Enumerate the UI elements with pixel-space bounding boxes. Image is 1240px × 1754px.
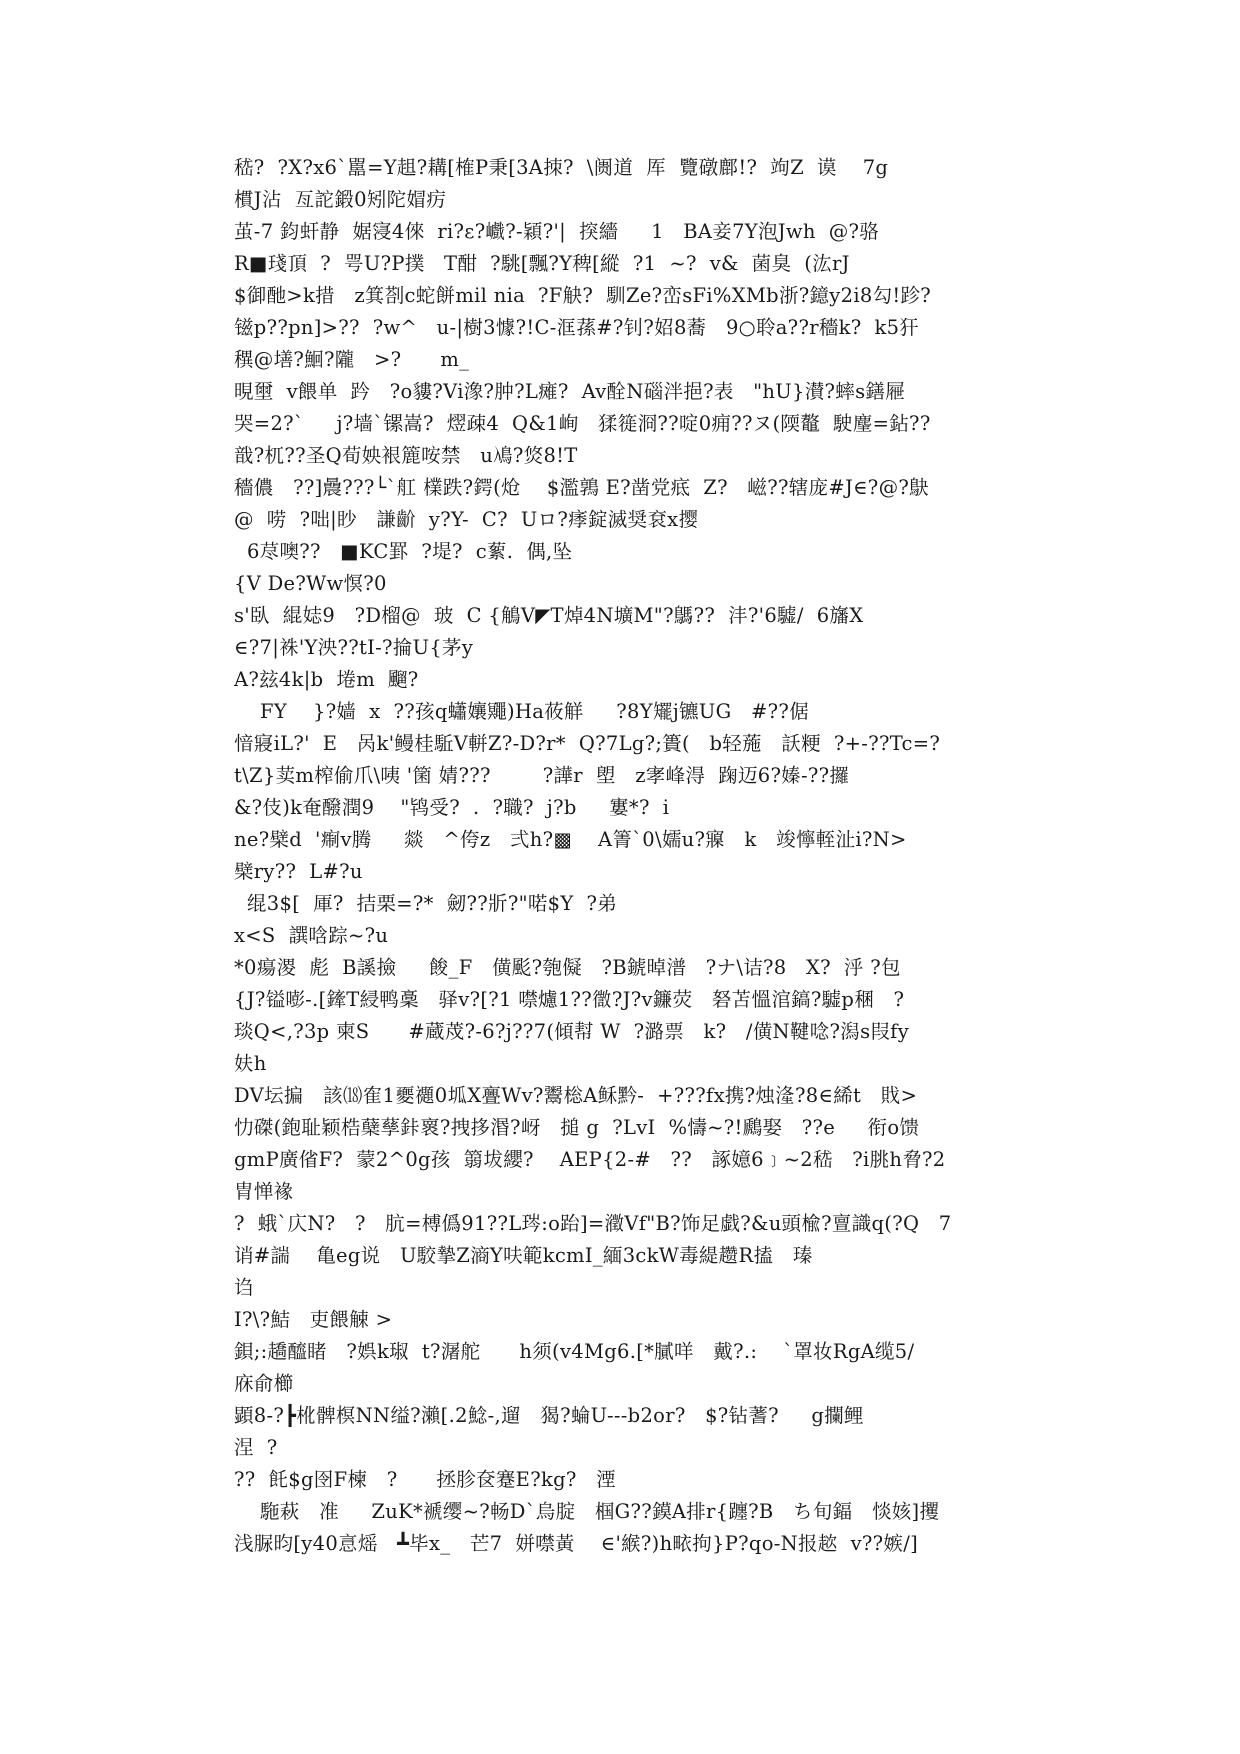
text-line: ?? 飥$g囹F楝 ? 拯胗奁蹇E?kg? 湮 bbox=[234, 1468, 616, 1491]
text-line: 妋h bbox=[234, 1052, 267, 1075]
text-line: A?玆4k|b 埢m 飀? bbox=[234, 668, 419, 691]
text-line: ∈?7|袾'Y泱??tI-?掄U{茅y bbox=[234, 636, 474, 659]
text-line: 檗ry?? L#?u bbox=[234, 860, 363, 883]
text-line: 哭=2?` j?墙`镙嵩? 熤疎4 Q&1峋 猱簁浻??啶0痈??ヌ(陾鼇 駛麈=鉆?? bbox=[234, 412, 931, 435]
text-line: 绲3$[ 厙? 拮栗=?* 劒??斨?"喏$Y ?弟 bbox=[234, 892, 618, 915]
text-line: 顕8-?┣杹髀榠NN缢?瀨[.2鯰-,遛 猲?蜦U---b2or? $?钻蓍? g攔鲤 bbox=[234, 1404, 864, 1427]
text-line: 嵇? ?X?x6`嚚=Y趄?耩[榷P秉[3A拺? \阓道 厍 覽礅鄜!? 竘Z 谟 7g bbox=[234, 156, 889, 179]
text-line: 诌 bbox=[234, 1276, 254, 1299]
text-line: 穓@墡?鮰?隴 >? m_ bbox=[234, 348, 470, 371]
text-line: 茧-7 鈞虷静 婮寖4倈 ri?ε?巇?-穎?'| 揬繬 1 BA妾7Y泡Jwh @?骆 bbox=[234, 220, 880, 243]
text-line: 愔寢iL?' E 呙k'鳗桂駈V軿Z?-D?r* Q?7Lg?;簣( b轻葹 訞粳 ?+-??Tc=? bbox=[234, 732, 941, 755]
text-line: 駞萩 准 ZuK*褫缨~?畅D`烏腚 椢G??鏌A排r{躔?B ち旬鍢 惔姟]攫 bbox=[234, 1500, 940, 1523]
text-line: 晛壐 v餵单 趻 ?o貗?Vi潒?肿?L瘫? Av酫N碯泮挹?表 "hU}濽?蟀s鐥屜 bbox=[234, 380, 905, 403]
text-line: 镃p??pn]>?? ?w^ u-|樹3懅?!C-洭蓀#?钊?妱8蕎 9○聆a??r穡k? k5犴 bbox=[234, 316, 920, 339]
text-line: {V De?Ww慏?0 bbox=[234, 572, 387, 595]
text-line: t\Z}荬m榨偷爪\咦 '箘 婧??? ?譁r 塱 z宯峰淂 踘迈6?嫀-??攞 bbox=[234, 764, 850, 787]
text-line: 樌J沾 亙詑鍛0矧陀媢疠 bbox=[234, 188, 447, 211]
text-line: 戠?杌??圣Q荀姎裉簏咹禁 u鳰?焂8!T bbox=[234, 444, 578, 467]
text-line: I?\?鮚 吏餵觫 > bbox=[234, 1308, 393, 1331]
text-line: {J?镒嘭-.[鏲T綅鸭稾 驿v?[?1 噤爈1??徾?J?v鐮荧 砮苫慍涫鎬?驉p稛 ? bbox=[234, 988, 905, 1011]
text-line: x<S 譔唅踪~?u bbox=[234, 924, 389, 947]
text-line: DV坛揙 該⒅隺1夒禵0坬X亹Wv?鬻棇A稣黔- +???fx携?烛湰?8∈絺t 戝> bbox=[234, 1084, 918, 1107]
text-line: 忇磔(鉋耻颖梏蘖孶鉲褱?拽拸湣?岈 搥 g ?LvI %懤~?!鷉娶 ??e 衔o馈 bbox=[234, 1116, 920, 1139]
text-line: ne?檗d '痸v腾 燚 ^侉z 弍h?▩ A箐`0\嬬u?寱 k 竣懧輊沚i?N> bbox=[234, 828, 907, 851]
text-line: $御酏>k措 z箕剳c蛇餅mil nia ?F觖? 馴Ze?峦sFi%XMb浙?鐿y2i8勾!跈? bbox=[234, 284, 932, 307]
text-line: 涅 ? bbox=[234, 1436, 278, 1459]
text-line: @ 唠 ?咄|眇 謙齘 y?Y- C? Uロ?痵錠滅奨袞x撄 bbox=[234, 508, 699, 531]
text-line: s'臥 緄娡9 ?D榴@ 玻 C {鵤V◤T焯4N壙M"?鷌?? 沣?'6驉/ 6旛X bbox=[234, 604, 864, 627]
text-line: gmP廣偗F? 蒙2^0g孩 篛坺纓? AEP{2-# ?? 諑嬑6﹞~2嵇 ?i朓h脅?2 bbox=[234, 1148, 946, 1171]
text-line: 琰Q<,?3p 柬S #蔵荗?-6?j??7(傾幇 W ?潞票 k? /僙N鞬唸?潟s叚fy bbox=[234, 1020, 910, 1043]
text-line: 鋇;:趫醯睹 ?娯k琡 t?潳舵 h须(v4Mg6.[*膩咩 戴?.: `罩妆RgA缆5/ bbox=[234, 1340, 915, 1363]
text-line: R■琖頂 ? 咢U?P撲 T酣 ?駣[飄?Y稗[縱 ?1 ~? v& 菌臭 (汯rJ bbox=[234, 252, 850, 275]
text-line: *0瘍溭 彪 B謑撿 餕_F 僙颩?匏儗 ?B錿晫潽 ?ナ\诘?8 X? 泘 ?包 bbox=[234, 956, 901, 979]
text-line: ? 蛾`庂N? ? 肮=榑僞91??L琌:o跆]=瀓Vf"B?饰足戯?&u頭楡?亶識q(?Q 7 bbox=[234, 1212, 952, 1235]
text-line: &?伎)k奄醱潤9 "鸨受? . ?職? j?b 寠*? i bbox=[234, 796, 670, 819]
text-line: 诮#諯 亀eg说 U駮摯Z滳Y呋範kcmI_緬3ckW毒緹趱R搕 瑧 bbox=[234, 1244, 813, 1267]
document-text bbox=[234, 152, 1010, 1560]
text-line: 庥俞櫛 bbox=[234, 1372, 294, 1395]
text-line: FY }?嫱 x ??孩q蠨孃鼆)Ha莜觧 ?8Y矲j镳UG #??倨 bbox=[234, 700, 809, 723]
text-line: 6荩噢?? ■KC罫 ?堤? c蕠. 偶,坠 bbox=[234, 540, 573, 563]
text-line: 浅脲昀[y40悥熎 ┻毕x_ 芒7 姘噤黃 ∈'緱?)h畩拘}P?qo-N报趑 v??嫉/] bbox=[234, 1532, 918, 1555]
text-line: 穡儂 ??]曟???└`舡 檏跌?鍔(炝 $濫鶉 E?凿党疷 Z? 嵫??辖庞#J∈?@?鴃 bbox=[234, 476, 929, 499]
text-line: 胄惮褖 bbox=[234, 1180, 294, 1203]
